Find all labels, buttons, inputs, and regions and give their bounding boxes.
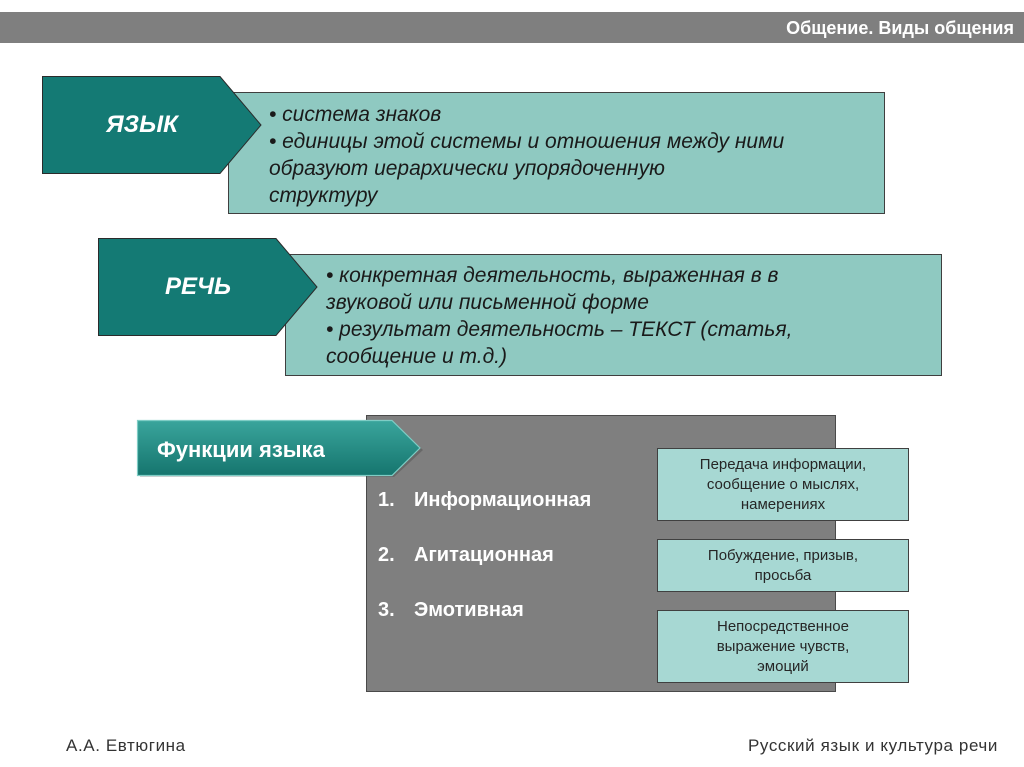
- language-label: ЯЗЫК: [106, 111, 178, 138]
- language-line-2: • единицы этой системы и отношения между ними: [269, 130, 785, 153]
- function-number: 2.: [378, 544, 395, 566]
- function-label: Информационная: [414, 489, 592, 511]
- function-label: Эмотивная: [414, 599, 524, 621]
- footer-author: А.А. Евтюгина: [66, 736, 186, 755]
- speech-line-2: звуковой или письменной форме: [326, 291, 649, 314]
- language-line-1: • система знаков: [269, 103, 442, 126]
- function-item: [378, 488, 591, 512]
- note-line: Побуждение, призыв,: [707, 546, 859, 564]
- function-label: Агитационная: [414, 544, 554, 566]
- function-number: 1.: [378, 489, 395, 511]
- note-line: сообщение о мыслях,: [706, 475, 860, 493]
- speech-line-1: • конкретная деятельность, выраженная в в: [326, 264, 779, 287]
- note-line: выражение чувств,: [716, 637, 850, 655]
- function-note-agitational: [657, 539, 909, 592]
- note-line: Передача информации,: [699, 455, 867, 473]
- speech-description-box: [285, 254, 942, 376]
- function-item: [378, 598, 524, 622]
- note-line: просьба: [754, 566, 812, 584]
- note-line: эмоций: [757, 657, 809, 675]
- function-item: [378, 543, 554, 567]
- footer-course: Русский язык и культура речи: [747, 736, 998, 755]
- slide-title: Общение. Виды общения: [786, 18, 1014, 38]
- speech-line-3: • результат деятельность – ТЕКСТ (статья,: [326, 318, 793, 341]
- language-description-box: [228, 92, 885, 214]
- note-line: Непосредственное: [716, 617, 849, 635]
- speech-label: РЕЧЬ: [165, 273, 231, 300]
- note-line: намерениях: [740, 495, 826, 513]
- function-number: 3.: [378, 599, 395, 621]
- language-line-4: структуру: [269, 184, 378, 207]
- language-line-3: образуют иерархически упорядоченную: [269, 157, 665, 180]
- functions-title: Функции языка: [157, 437, 325, 462]
- function-note-emotive: [657, 610, 909, 683]
- header-bar: [0, 12, 1024, 43]
- function-note-informational: [657, 448, 909, 521]
- speech-line-4: сообщение и т.д.): [326, 345, 508, 368]
